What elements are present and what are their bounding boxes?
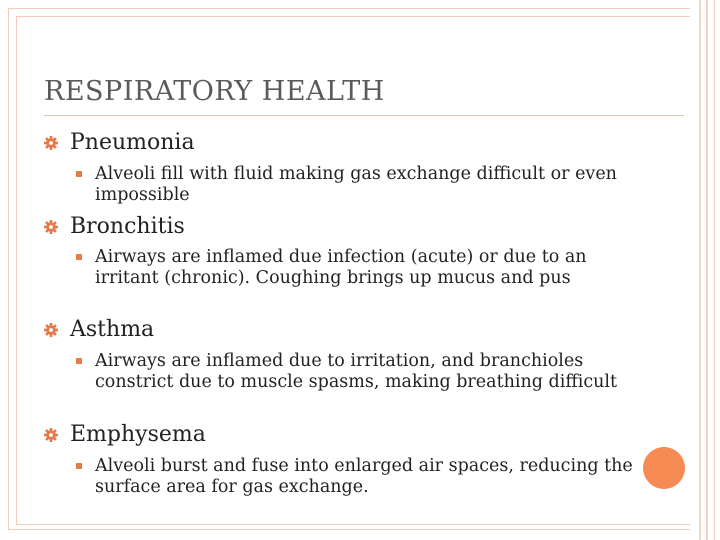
sub-bullet-text: Airways are inflamed due to irritation, and branchioles constrict due to muscle spasms, making breathing difficult — [95, 351, 618, 392]
bullet-heading-bronchitis — [44, 214, 185, 239]
square-bullet-icon — [76, 463, 82, 469]
sub-bullet — [76, 164, 636, 206]
square-bullet-icon — [76, 254, 82, 260]
sub-bullet-text: Airways are inflamed due infection (acute) or due to an irritant (chronic). Coughing brings up mucus and pus — [95, 247, 587, 288]
gear-bullet-icon — [44, 220, 58, 234]
bullet-heading-pneumonia — [44, 130, 195, 155]
square-bullet-icon — [76, 171, 82, 177]
right-border-strip — [690, 0, 720, 540]
right-border-line — [699, 0, 701, 540]
sub-bullet — [76, 247, 636, 289]
square-bullet-icon — [76, 358, 82, 364]
heading-text: Bronchitis — [70, 214, 185, 239]
sub-bullet — [76, 351, 636, 393]
right-border-line — [706, 0, 708, 540]
bullet-heading-asthma — [44, 317, 154, 342]
slide-title: RESPIRATORY HEALTH — [44, 76, 385, 107]
decorative-circle — [643, 447, 685, 489]
gear-bullet-icon — [44, 428, 58, 442]
gear-bullet-icon — [44, 323, 58, 337]
heading-text: Emphysema — [70, 422, 206, 447]
title-divider — [44, 115, 684, 116]
heading-text: Pneumonia — [70, 130, 195, 155]
sub-bullet-text: Alveoli fill with fluid making gas exchange difficult or even impossible — [95, 164, 617, 205]
sub-bullet — [76, 456, 636, 498]
gear-bullet-icon — [44, 136, 58, 150]
right-border-line — [714, 0, 715, 540]
bullet-heading-emphysema — [44, 422, 206, 447]
heading-text: Asthma — [70, 317, 155, 342]
sub-bullet-text: Alveoli burst and fuse into enlarged air spaces, reducing the surface area for gas exchange. — [95, 456, 633, 497]
